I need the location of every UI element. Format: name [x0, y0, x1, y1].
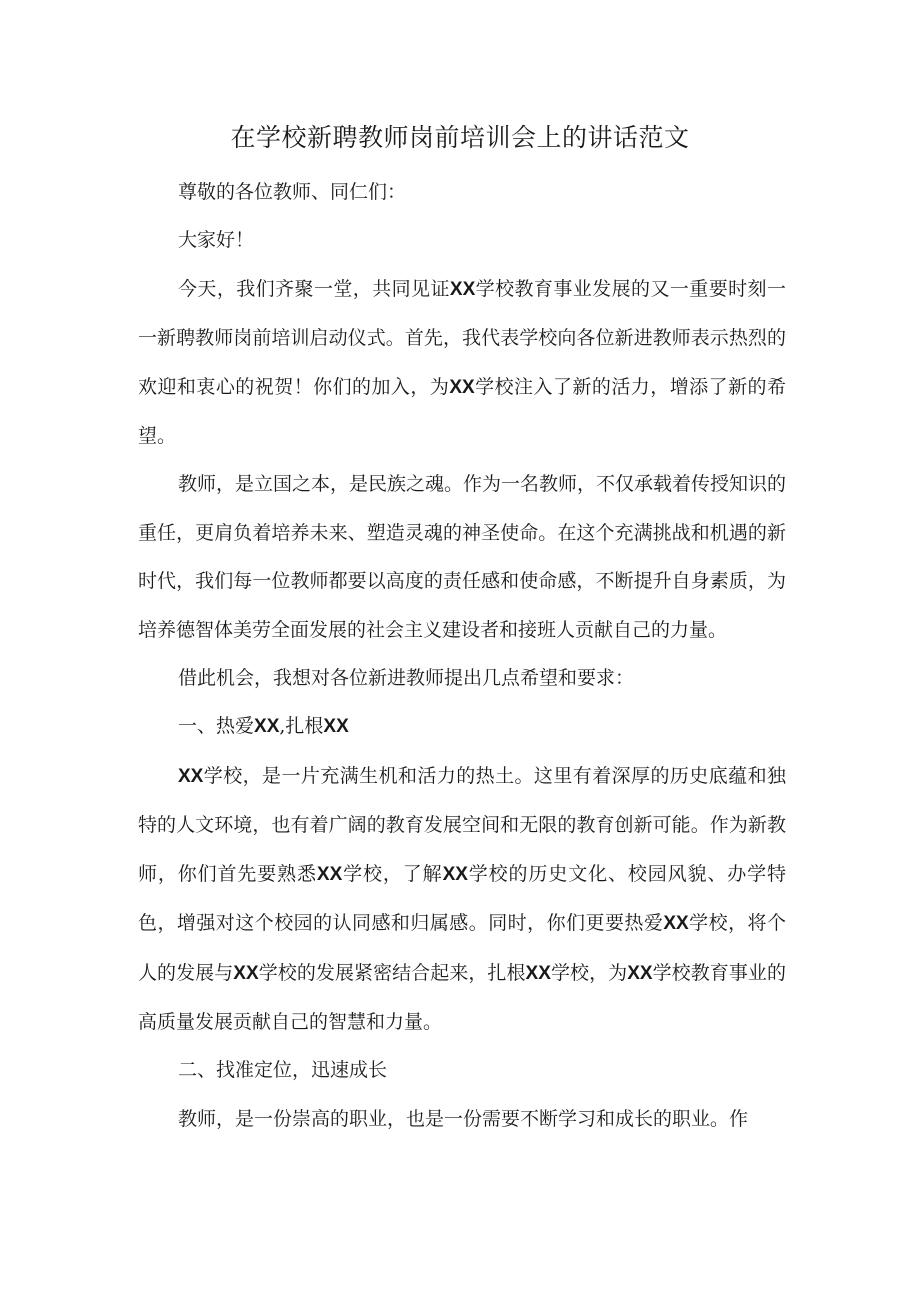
document-body [138, 168, 786, 1143]
document-title: 在学校新聘教师岗前培训会上的讲话范文 [230, 123, 690, 152]
section-heading-1: 一、热爱XX,扎根XX [178, 715, 349, 738]
salutation-paragraph: 尊敬的各位教师、同仁们： [178, 181, 407, 203]
section-heading-2: 二、找准定位，迅速成长 [178, 1059, 388, 1082]
section-2-paragraph: 教师，是一份崇高的职业，也是一份需要不断学习和成长的职业。作 [178, 1107, 749, 1130]
section-1-paragraph: XX学校，是一片充满生机和活力的热土。这里有着深厚的历史底蕴和独特的人文环境，也有着广阔的教育发展空间和无限的教育创新可能。作为新教师，你们首先要熟悉XX学校，了解XX学校的历史文化、校园风貌、办学特色，增强对这个校园的认同感和归属感。同时，你们更要热爱XX学校，将个人的发展与XX学校的发展紧密结合起来，扎根XX学校，为XX学校教育事业的高质量发展贡献自己的智慧和力量。 [138, 764, 786, 1033]
greeting-paragraph: 大家好！ [178, 229, 255, 252]
welcome-paragraph: 今天，我们齐聚一堂，共同见证XX学校教育事业发展的又一重要时刻一一新聘教师岗前培训启动仪式。首先，我代表学校向各位新进教师表示热烈的欢迎和衷心的祝贺！你们的加入，为XX学校注入了新的活力，增添了新的希望。 [138, 277, 786, 448]
teacher-mission-paragraph: 教师，是立国之本，是民族之魂。作为一名教师，不仅承载着传授知识的重任，更肩负着培养未来、塑造灵魂的神圣使命。在这个充满挑战和机遇的新时代，我们每一位教师都要以高度的责任感和使命感，不断提升自身素质，为培养德智体美劳全面发展的社会主义建设者和接班人贡献自己的力量。 [138, 473, 787, 641]
requirements-intro-paragraph: 借此机会，我想对各位新进教师提出几点希望和要求： [178, 667, 635, 690]
